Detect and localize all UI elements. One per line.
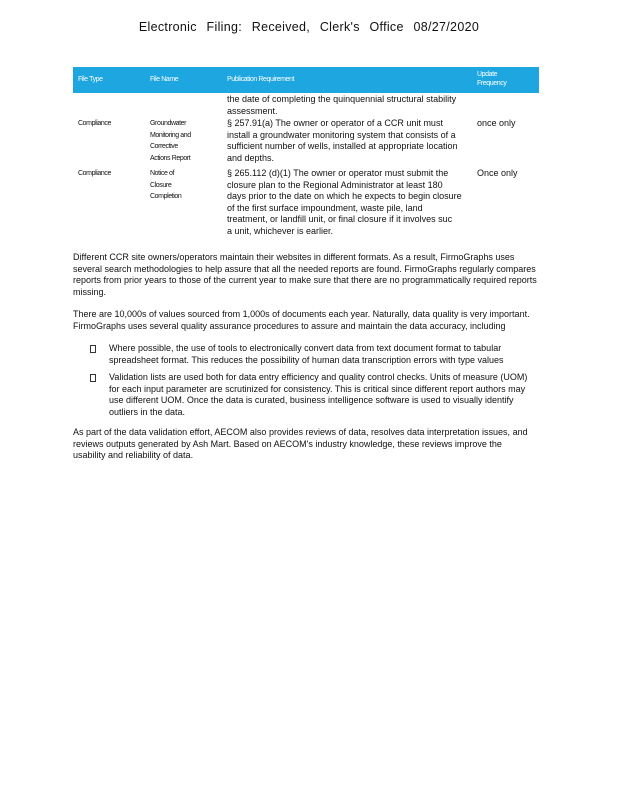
paragraph-line: As part of the data validation effort, AECOM also provides reviews of data, resolves data interpretation issues, and	[73, 427, 528, 437]
requirement-line: sufficient number of wells, installed at appropriate location	[227, 141, 458, 151]
col-file-type: File Type	[78, 76, 103, 83]
paragraph-data-quality	[73, 309, 543, 332]
quality-procedures-list	[73, 343, 543, 418]
table-row	[73, 94, 539, 118]
table-row	[73, 118, 539, 168]
file-name-line: Notice of	[150, 170, 175, 177]
file-name-line: Completion	[150, 193, 182, 200]
bullet-box-icon	[90, 374, 96, 382]
requirement-line: the date of completing the quinquennial structural stability	[227, 94, 457, 104]
requirement-cell	[227, 94, 471, 117]
requirement-line: § 265.112 (d)(1) The owner or operator must submit the	[227, 168, 449, 178]
paragraph-line: several search methodologies to help assure that all the needed reports are found. FirmoGraphs regularly compares	[73, 263, 536, 274]
list-item-line: Validation lists are used both for data entry efficiency and quality control checks. Units of measure (UOM)	[109, 372, 528, 382]
file-name-cell	[150, 118, 191, 164]
body-text	[73, 252, 543, 473]
paragraph-line: missing.	[73, 286, 107, 297]
col-file-name: File Name	[150, 76, 179, 83]
requirement-cell	[227, 168, 471, 237]
file-type-cell: Compliance	[78, 170, 111, 177]
paragraph-search-methods	[73, 252, 543, 298]
file-name-cell	[150, 168, 181, 203]
bullet-box-icon	[90, 345, 96, 353]
requirement-cell	[227, 118, 471, 164]
paragraph-line: reports from prior years to those of the current year to make sure that there are no programmatically required reports	[73, 275, 537, 285]
requirement-line: of the first surface impoundment, waste pile, land	[227, 202, 423, 213]
list-item-line: outliers in the data.	[109, 406, 186, 417]
col-publication-requirement: Publication Requirement	[227, 76, 295, 83]
paragraph-line: Different CCR site owners/operators maintain their websites in different formats. As a result, FirmoGraphs uses	[73, 252, 515, 262]
paragraph-line: FirmoGraphs uses several quality assurance procedures to assure and maintain the data accuracy, including	[73, 320, 506, 331]
paragraph-line: usability and reliability of data.	[73, 450, 194, 460]
file-name-line: Monitoring and	[150, 131, 191, 139]
requirement-line: days prior to the date on which he expects to begin closure	[227, 191, 462, 201]
table-row	[73, 168, 539, 240]
requirement-line: § 257.91(a) The owner or operator of a CCR unit must	[227, 118, 443, 128]
requirement-line: install a groundwater monitoring system that consists of a	[227, 129, 456, 140]
list-item-line: Where possible, the use of tools to electronically convert data from text document format to tabular	[109, 343, 502, 353]
col-update-label: Update	[477, 71, 498, 78]
col-update-frequency	[477, 70, 506, 88]
requirement-line: treatment, or landfill unit, or final closure if it involves suc	[227, 214, 453, 224]
requirements-table	[73, 67, 539, 240]
requirement-line: assessment.	[227, 105, 278, 116]
paragraph-line: reviews outputs generated by Ash Mart. Based on AECOM's industry knowledge, these reviews improve the	[73, 438, 502, 449]
requirement-line: closure plan to the Regional Administrator at least 180	[227, 179, 443, 190]
paragraph-line: There are 10,000s of values sourced from 1,000s of documents each year. Naturally, data quality is very important.	[73, 309, 530, 319]
file-name-line: Corrective	[150, 143, 178, 150]
col-frequency-label: Frequency	[477, 80, 507, 87]
frequency-cell: Once only	[477, 168, 518, 178]
requirement-line: and depths.	[227, 152, 275, 163]
requirement-line: a unit, whichever is earlier.	[227, 225, 334, 236]
file-name-line: Actions Report	[150, 154, 191, 162]
frequency-cell: once only	[477, 118, 516, 128]
file-name-line: Closure	[150, 181, 172, 189]
list-item	[73, 372, 543, 418]
list-item-line: for each input parameter are scrutinized for consistency. This is critical since different report authors may	[109, 383, 526, 394]
file-type-cell: Compliance	[78, 120, 111, 127]
file-name-line: Groundwater	[150, 120, 187, 127]
table-header-row	[73, 67, 539, 93]
list-item-line: use different UOM. Once the data is curated, business intelligence software is used to visually identify	[109, 395, 514, 405]
list-item-line: spreadsheet format. This reduces the possibility of human data transcription errors with type values	[109, 354, 504, 365]
paragraph-aecom-review	[73, 427, 543, 462]
list-item	[73, 343, 543, 366]
filing-stamp-header: Electronic Filing: Received, Clerk's Office 08/27/2020	[138, 20, 480, 34]
